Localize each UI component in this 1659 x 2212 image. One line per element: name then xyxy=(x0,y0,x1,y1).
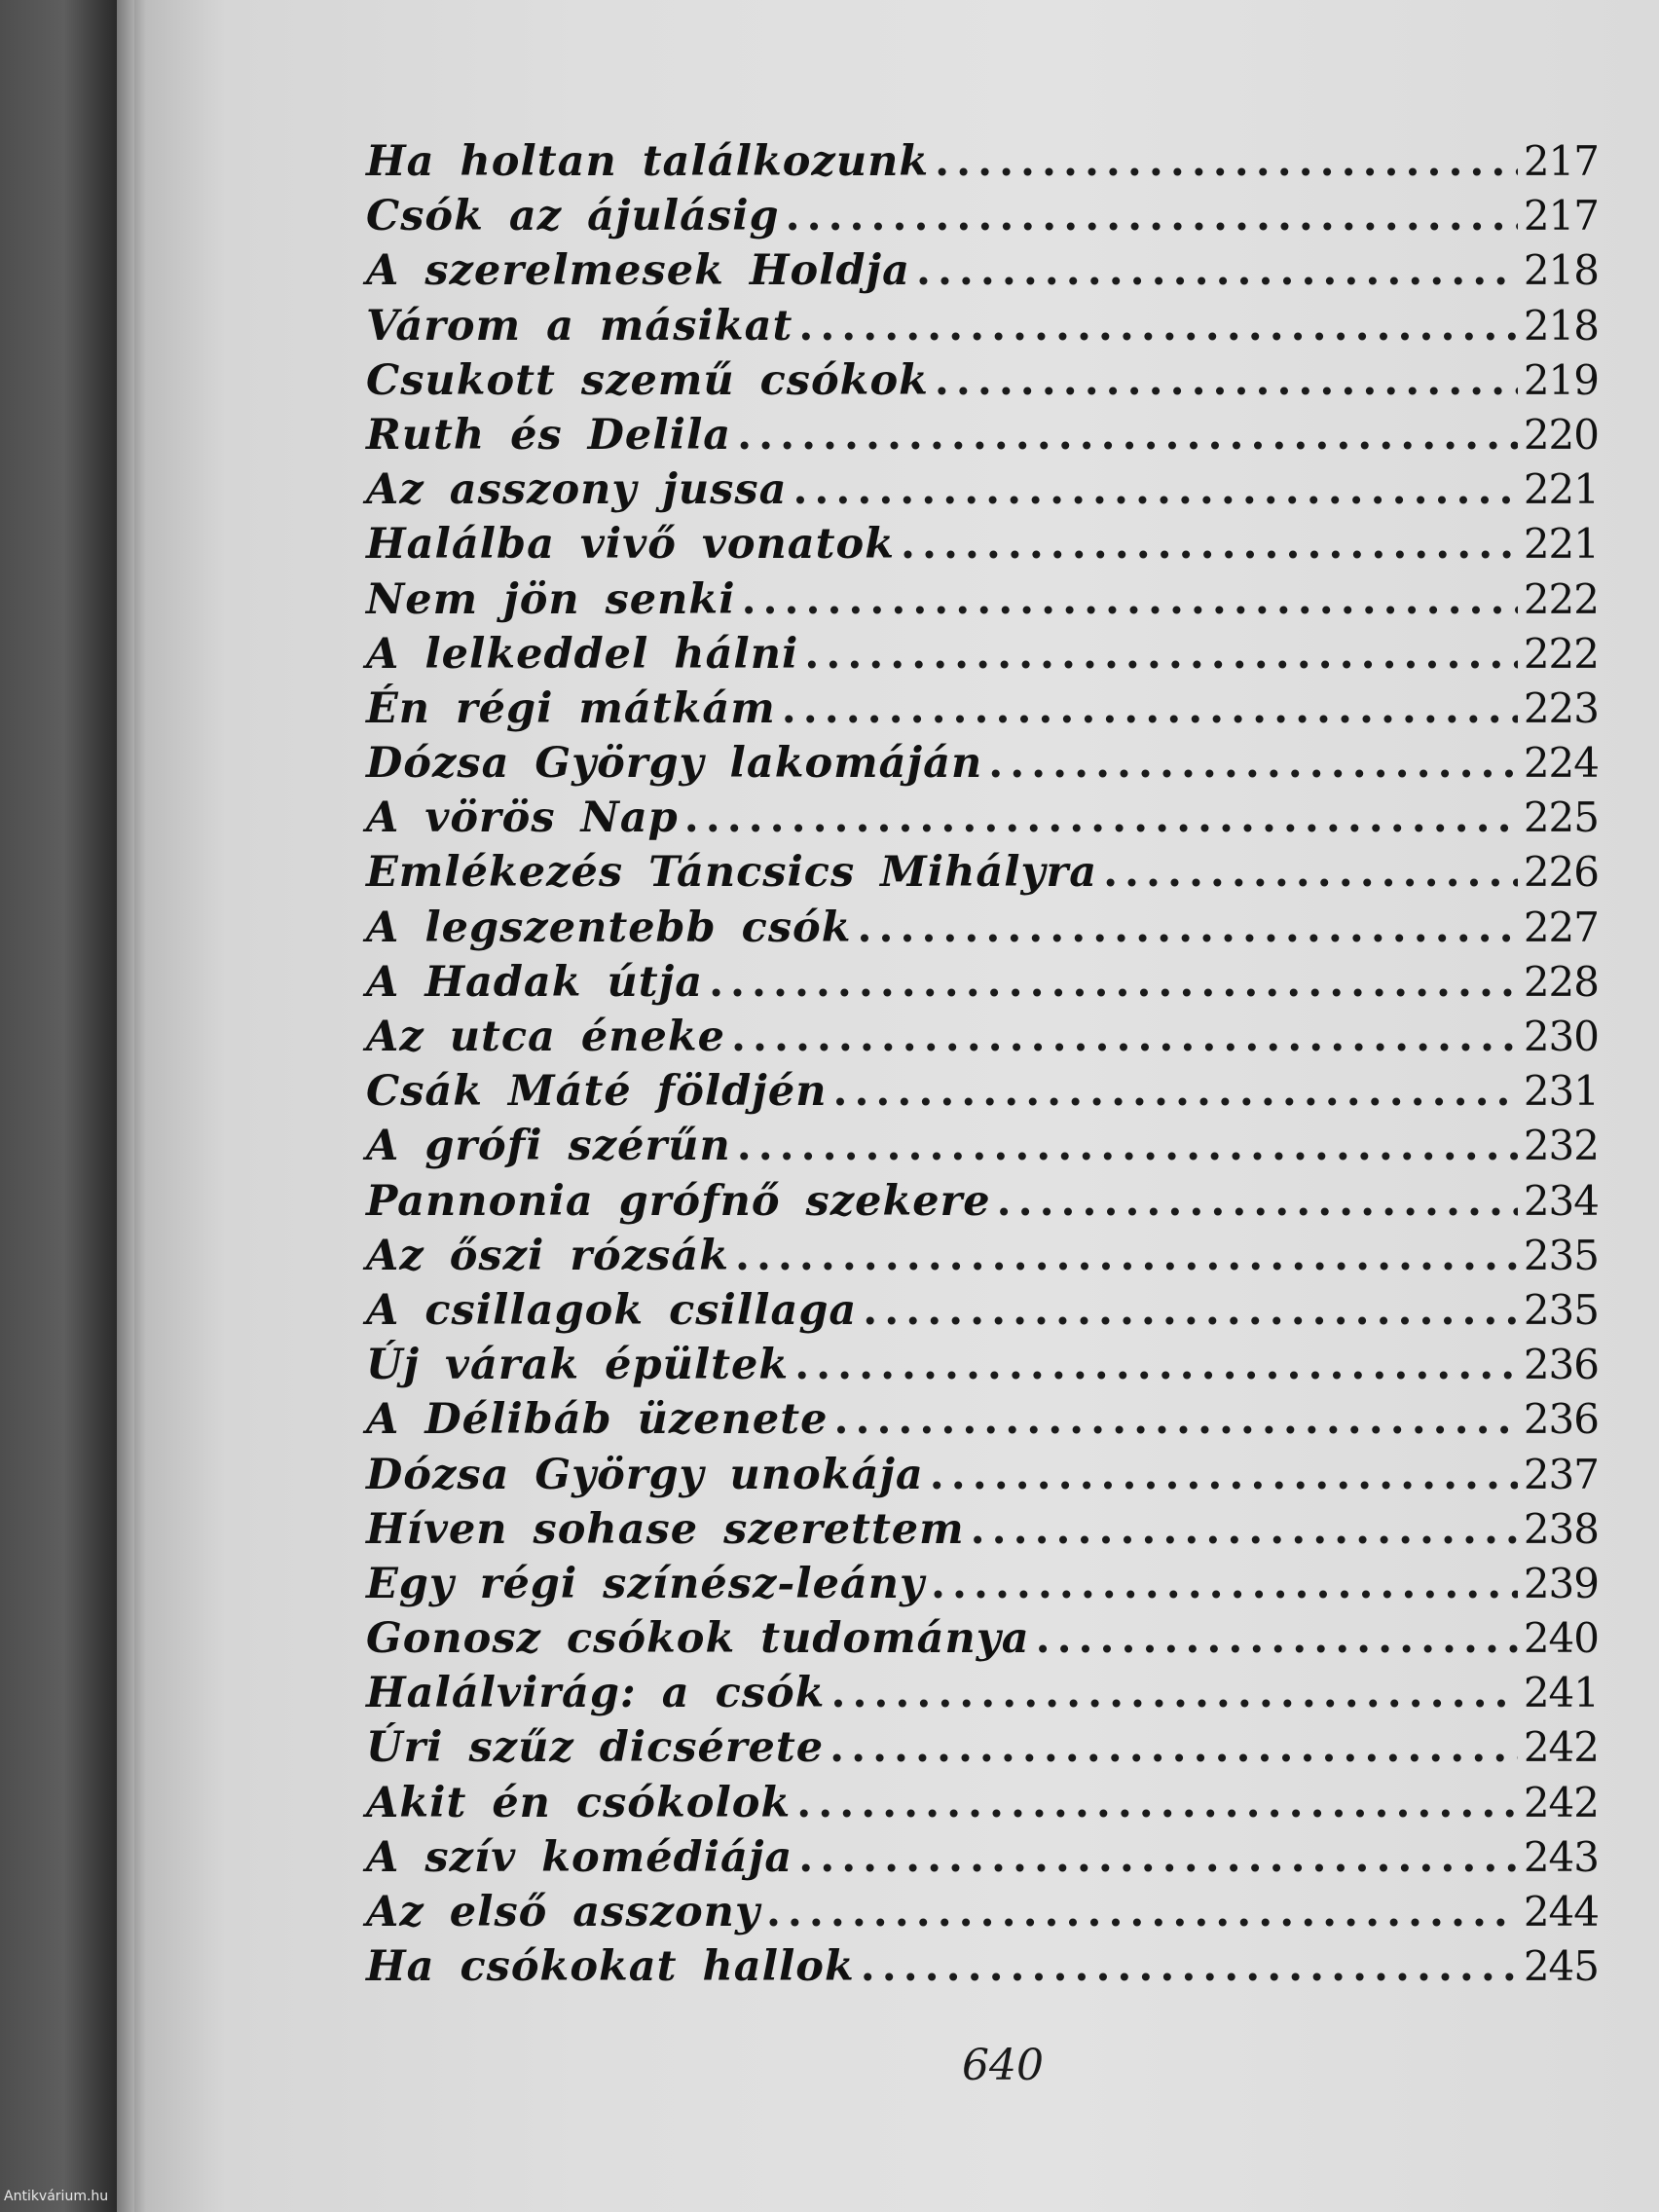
toc-entry-title: Halálvirág: a csók xyxy=(366,1669,826,1718)
toc-entry xyxy=(366,1720,1599,1775)
toc-entry-page: 224 xyxy=(1523,739,1599,788)
dot-leader xyxy=(731,1010,1518,1064)
dot-leader xyxy=(794,1338,1518,1392)
toc-entry xyxy=(366,299,1599,353)
dot-leader xyxy=(830,1720,1518,1775)
toc-entry-title: Az asszony jussa xyxy=(366,465,788,515)
toc-entry xyxy=(366,1939,1599,1994)
dot-leader xyxy=(804,627,1517,682)
toc-entry-page: 240 xyxy=(1523,1614,1599,1663)
toc-entry-page: 242 xyxy=(1523,1778,1599,1826)
toc-entry-page: 217 xyxy=(1523,137,1599,185)
toc-entry-title: Emlékezés Táncsics Mihályra xyxy=(366,848,1098,898)
toc-entry-page: 228 xyxy=(1523,957,1599,1006)
watermark: Antikvárium.hu xyxy=(4,2189,109,2204)
toc-entry-page: 223 xyxy=(1523,683,1599,732)
toc-entry-title: A szív komédiája xyxy=(366,1832,793,1882)
toc-entry xyxy=(366,736,1599,791)
toc-entry xyxy=(366,1338,1599,1392)
toc-entry xyxy=(366,791,1599,845)
dot-leader xyxy=(742,572,1518,627)
toc-entry-title: Pannonia grófnő szekere xyxy=(366,1176,991,1226)
toc-entry-title: Csukott szemű csókok xyxy=(366,355,929,405)
dot-leader xyxy=(930,1448,1518,1502)
toc-entry xyxy=(366,243,1599,298)
toc-entry xyxy=(366,1776,1599,1830)
toc-entry-page: 242 xyxy=(1523,1723,1599,1772)
toc-entry xyxy=(366,1885,1599,1939)
toc-entry-title: Akit én csókolok xyxy=(366,1778,792,1827)
dot-leader xyxy=(766,1885,1518,1939)
toc-entry xyxy=(366,572,1599,627)
toc-entry xyxy=(366,1830,1599,1885)
dot-leader xyxy=(709,955,1518,1010)
book-binding-edge xyxy=(0,0,117,2212)
dot-leader xyxy=(858,901,1518,955)
dot-leader xyxy=(935,134,1518,189)
dot-leader xyxy=(798,299,1517,353)
toc-entry xyxy=(366,1557,1599,1611)
table-of-contents xyxy=(366,134,1599,1994)
toc-entry-title: A szerelmesek Holdja xyxy=(366,246,910,296)
toc-entry-page: 217 xyxy=(1523,192,1599,240)
toc-entry-page: 222 xyxy=(1523,629,1599,678)
toc-entry-page: 221 xyxy=(1523,520,1599,569)
toc-entry xyxy=(366,462,1599,517)
toc-entry xyxy=(366,1611,1599,1666)
toc-entry-title: Dózsa György unokája xyxy=(366,1450,924,1499)
dot-leader xyxy=(793,462,1517,517)
toc-entry-page: 231 xyxy=(1523,1067,1599,1116)
toc-entry xyxy=(366,1229,1599,1283)
toc-entry-page: 236 xyxy=(1523,1395,1599,1444)
toc-entry-title: Az őszi rózsák xyxy=(366,1231,729,1280)
toc-entry xyxy=(366,1174,1599,1229)
toc-entry xyxy=(366,1448,1599,1502)
toc-entry-title: Új várak épültek xyxy=(366,1341,790,1390)
toc-entry xyxy=(366,517,1599,571)
toc-entry-title: A Délibáb üzenete xyxy=(366,1395,829,1445)
toc-entry-page: 226 xyxy=(1523,848,1599,897)
dot-leader xyxy=(832,1064,1517,1119)
toc-entry-page: 234 xyxy=(1523,1176,1599,1225)
toc-entry-page: 236 xyxy=(1523,1341,1599,1389)
toc-entry xyxy=(366,1283,1599,1338)
toc-entry-title: Dózsa György lakomáján xyxy=(366,739,983,789)
toc-entry xyxy=(366,1064,1599,1119)
toc-entry xyxy=(366,408,1599,462)
toc-entry xyxy=(366,901,1599,955)
toc-entry-page: 219 xyxy=(1523,355,1599,404)
dot-leader xyxy=(1103,845,1518,900)
toc-entry-title: Halálba vivő vonatok xyxy=(366,520,896,570)
toc-entry-page: 237 xyxy=(1523,1450,1599,1498)
dot-leader xyxy=(830,1666,1517,1720)
toc-entry-page: 235 xyxy=(1523,1285,1599,1334)
toc-entry xyxy=(366,627,1599,682)
toc-entry xyxy=(366,1010,1599,1064)
toc-entry-page: 241 xyxy=(1523,1669,1599,1717)
toc-entry-page: 232 xyxy=(1523,1122,1599,1170)
toc-entry xyxy=(366,1666,1599,1720)
dot-leader xyxy=(798,1830,1518,1885)
dot-leader xyxy=(861,1939,1518,1994)
toc-entry-title: Úri szűz dicsérete xyxy=(366,1723,825,1773)
dot-leader xyxy=(916,243,1518,298)
toc-entry-page: 235 xyxy=(1523,1231,1599,1279)
toc-entry xyxy=(366,955,1599,1010)
toc-entry xyxy=(366,1119,1599,1173)
dot-leader xyxy=(988,736,1518,791)
toc-entry-page: 221 xyxy=(1523,465,1599,514)
toc-entry-title: A csillagok csillaga xyxy=(366,1285,858,1335)
toc-entry-title: Egy régi színész-leány xyxy=(366,1559,926,1608)
toc-entry-page: 220 xyxy=(1523,410,1599,459)
toc-entry-title: A lelkeddel hálni xyxy=(366,629,799,679)
toc-entry-page: 239 xyxy=(1523,1559,1599,1607)
toc-entry-title: Csák Máté földjén xyxy=(366,1067,828,1117)
toc-entry-title: Csók az ájulásig xyxy=(366,192,780,241)
dot-leader xyxy=(796,1776,1518,1830)
toc-entry-title: Gonosz csókok tudománya xyxy=(366,1614,1030,1664)
dot-leader xyxy=(834,1392,1518,1447)
toc-entry-page: 243 xyxy=(1523,1832,1599,1881)
dot-leader xyxy=(786,189,1518,243)
dot-leader xyxy=(737,1119,1518,1173)
dot-leader xyxy=(782,682,1518,736)
toc-entry xyxy=(366,1502,1599,1557)
toc-entry xyxy=(366,189,1599,243)
toc-entry-title: Ruth és Delila xyxy=(366,410,732,460)
toc-entry-title: Én régi mátkám xyxy=(366,683,776,733)
dot-leader xyxy=(931,1557,1518,1611)
toc-entry xyxy=(366,134,1599,189)
toc-entry-page: 245 xyxy=(1523,1942,1599,1991)
page-number: 640 xyxy=(962,2041,1044,2090)
toc-entry-title: A Hadak útja xyxy=(366,957,704,1007)
toc-entry-page: 218 xyxy=(1523,301,1599,350)
toc-entry-page: 244 xyxy=(1523,1888,1599,1936)
toc-entry-page: 227 xyxy=(1523,903,1599,951)
dot-leader xyxy=(1036,1611,1518,1666)
toc-entry-title: Az utca éneke xyxy=(366,1013,726,1061)
toc-entry xyxy=(366,353,1599,408)
toc-entry-page: 222 xyxy=(1523,574,1599,623)
toc-entry-title: Várom a másikat xyxy=(366,301,793,350)
toc-entry xyxy=(366,1392,1599,1447)
dot-leader xyxy=(997,1174,1518,1229)
toc-entry-title: Híven sohase szerettem xyxy=(366,1504,965,1554)
dot-leader xyxy=(863,1283,1518,1338)
toc-entry-page: 238 xyxy=(1523,1504,1599,1553)
dot-leader xyxy=(935,353,1518,408)
toc-entry-page: 218 xyxy=(1523,246,1599,295)
toc-entry-title: A grófi szérűn xyxy=(366,1122,731,1171)
dot-leader xyxy=(901,517,1518,571)
dot-leader xyxy=(684,791,1518,845)
gutter-shadow xyxy=(117,0,146,2212)
toc-entry-page: 230 xyxy=(1523,1013,1599,1060)
dot-leader xyxy=(971,1502,1518,1557)
toc-entry-title: Az első asszony xyxy=(366,1888,760,1936)
toc-entry xyxy=(366,682,1599,736)
toc-entry-title: Nem jön senki xyxy=(366,574,736,624)
toc-entry-title: A legszentebb csók xyxy=(366,903,852,952)
toc-entry-page: 225 xyxy=(1523,793,1599,842)
toc-entry-title: Ha holtan találkozunk xyxy=(366,137,930,186)
dot-leader xyxy=(737,408,1518,462)
dot-leader xyxy=(735,1229,1518,1283)
toc-entry xyxy=(366,845,1599,900)
toc-entry-title: A vörös Nap xyxy=(366,793,679,843)
toc-entry-title: Ha csókokat hallok xyxy=(366,1942,855,1992)
